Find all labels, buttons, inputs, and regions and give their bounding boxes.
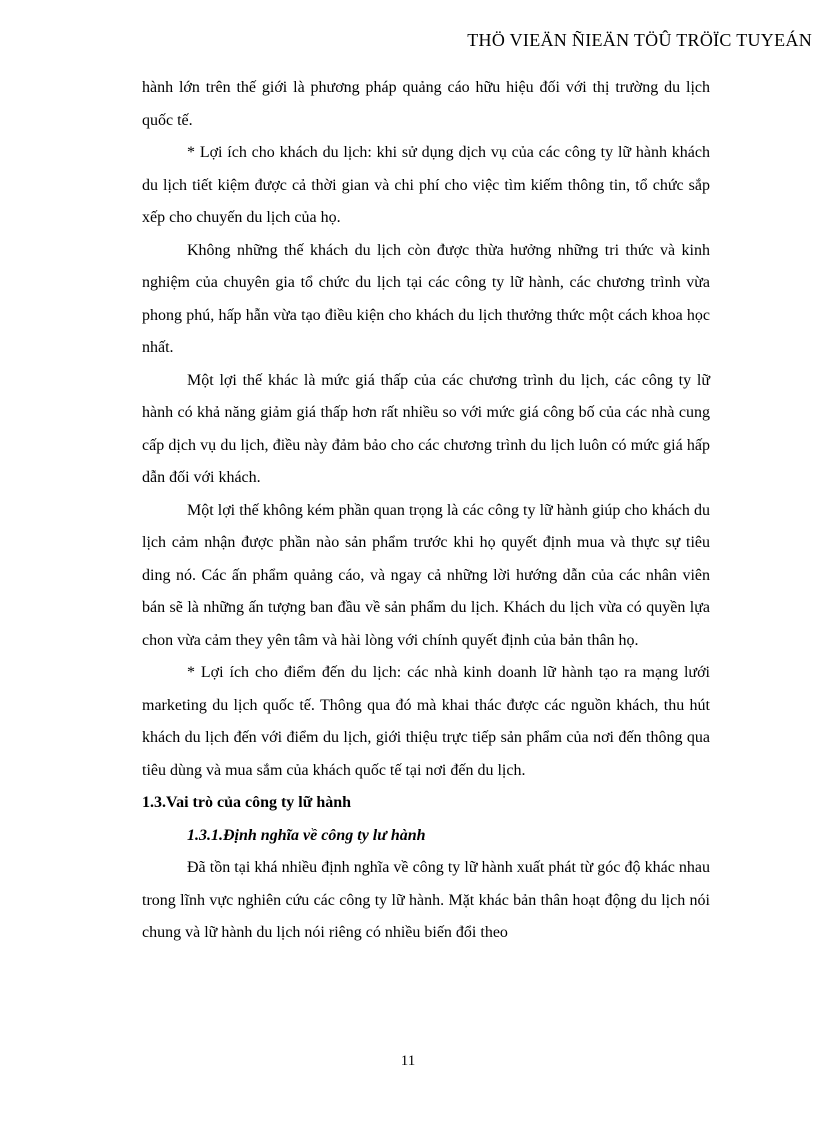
page-number: 11 — [400, 1053, 416, 1069]
document-body — [142, 72, 710, 950]
paragraph-continuation: hành lớn trên thế giới là phương pháp quảng cáo hữu hiệu đối với thị trường du lịch quốc tế. — [142, 79, 710, 129]
paragraph-low-price: Một lợi thế khác là mức giá thấp của các chương trình du lịch, các công ty lữ hành có khả năng giảm giá thấp hơn rất nhiều so với mức giá công bố của các nhà cung cấp dịch vụ du lịch, điều này đảm bảo cho các chương trình du lịch luôn có mức giá hấp dẫn đối với khách. — [142, 371, 710, 486]
paragraph-expert-knowledge: Không những thế khách du lịch còn được thừa hưởng những tri thức và kinh nghiệm của chuyên gia tổ chức du lịch tại các công ty lữ hành, các chương trình vừa phong phú, hấp hẫn vừa tạo điều kiện cho khách du lịch thưởng thức một cách khoa học nhất. — [142, 241, 710, 356]
subsection-heading: 1.3.1.Định nghĩa về công ty lư hành — [187, 826, 426, 844]
paragraph-definitions: Đã tồn tại khá nhiều định nghĩa về công ty lữ hành xuất phát từ góc độ khác nhau trong lĩnh vực nghiên cứu các công ty lữ hành. Mặt khác bản thân hoạt động du lịch nói chung và lữ hành du lịch nói riêng có nhiều biến đổi theo — [142, 859, 710, 941]
paragraph-destination-benefit: * Lợi ích cho điểm đến du lịch: các nhà kinh doanh lữ hành tạo ra mạng lưới marketing du lịch quốc tế. Thông qua đó mà khai thác được các nguồn khách, thu hút khách du lịch đến với điểm du lịch, giới thiệu trực tiếp sản phẩm của nơi đến thông qua tiêu dùng và mua sắm của khách quốc tế tại nơi đến du lịch. — [142, 664, 710, 779]
library-header: THÖ VIEÄN ÑIEÄN TÖÛ TRÖÏC TUYEÁN — [467, 30, 812, 50]
paragraph-product-perception: Một lợi thế không kém phần quan trọng là các công ty lữ hành giúp cho khách du lịch cảm nhận được phần nào sản phẩm trước khi họ quyết định mua và thực sự tiêu ding nó. Các ấn phẩm quảng cáo, và ngay cả những lời hướng dẫn của các nhân viên bán sẽ là những ấn tượng ban đầu về sản phẩm du lịch. Khách du lịch vừa có quyền lựa chon vừa cảm they yên tâm và hài lòng với chính quyết định của bản thân họ. — [142, 501, 710, 649]
section-heading: 1.3.Vai trò của công ty lữ hành — [142, 794, 352, 811]
paragraph-tourist-benefit: * Lợi ích cho khách du lịch: khi sử dụng dịch vụ của các công ty lữ hành khách du lịch tiết kiệm được cả thời gian và chi phí cho việc tìm kiếm thông tin, tổ chức sắp xếp cho chuyến du lịch của họ. — [142, 144, 710, 226]
